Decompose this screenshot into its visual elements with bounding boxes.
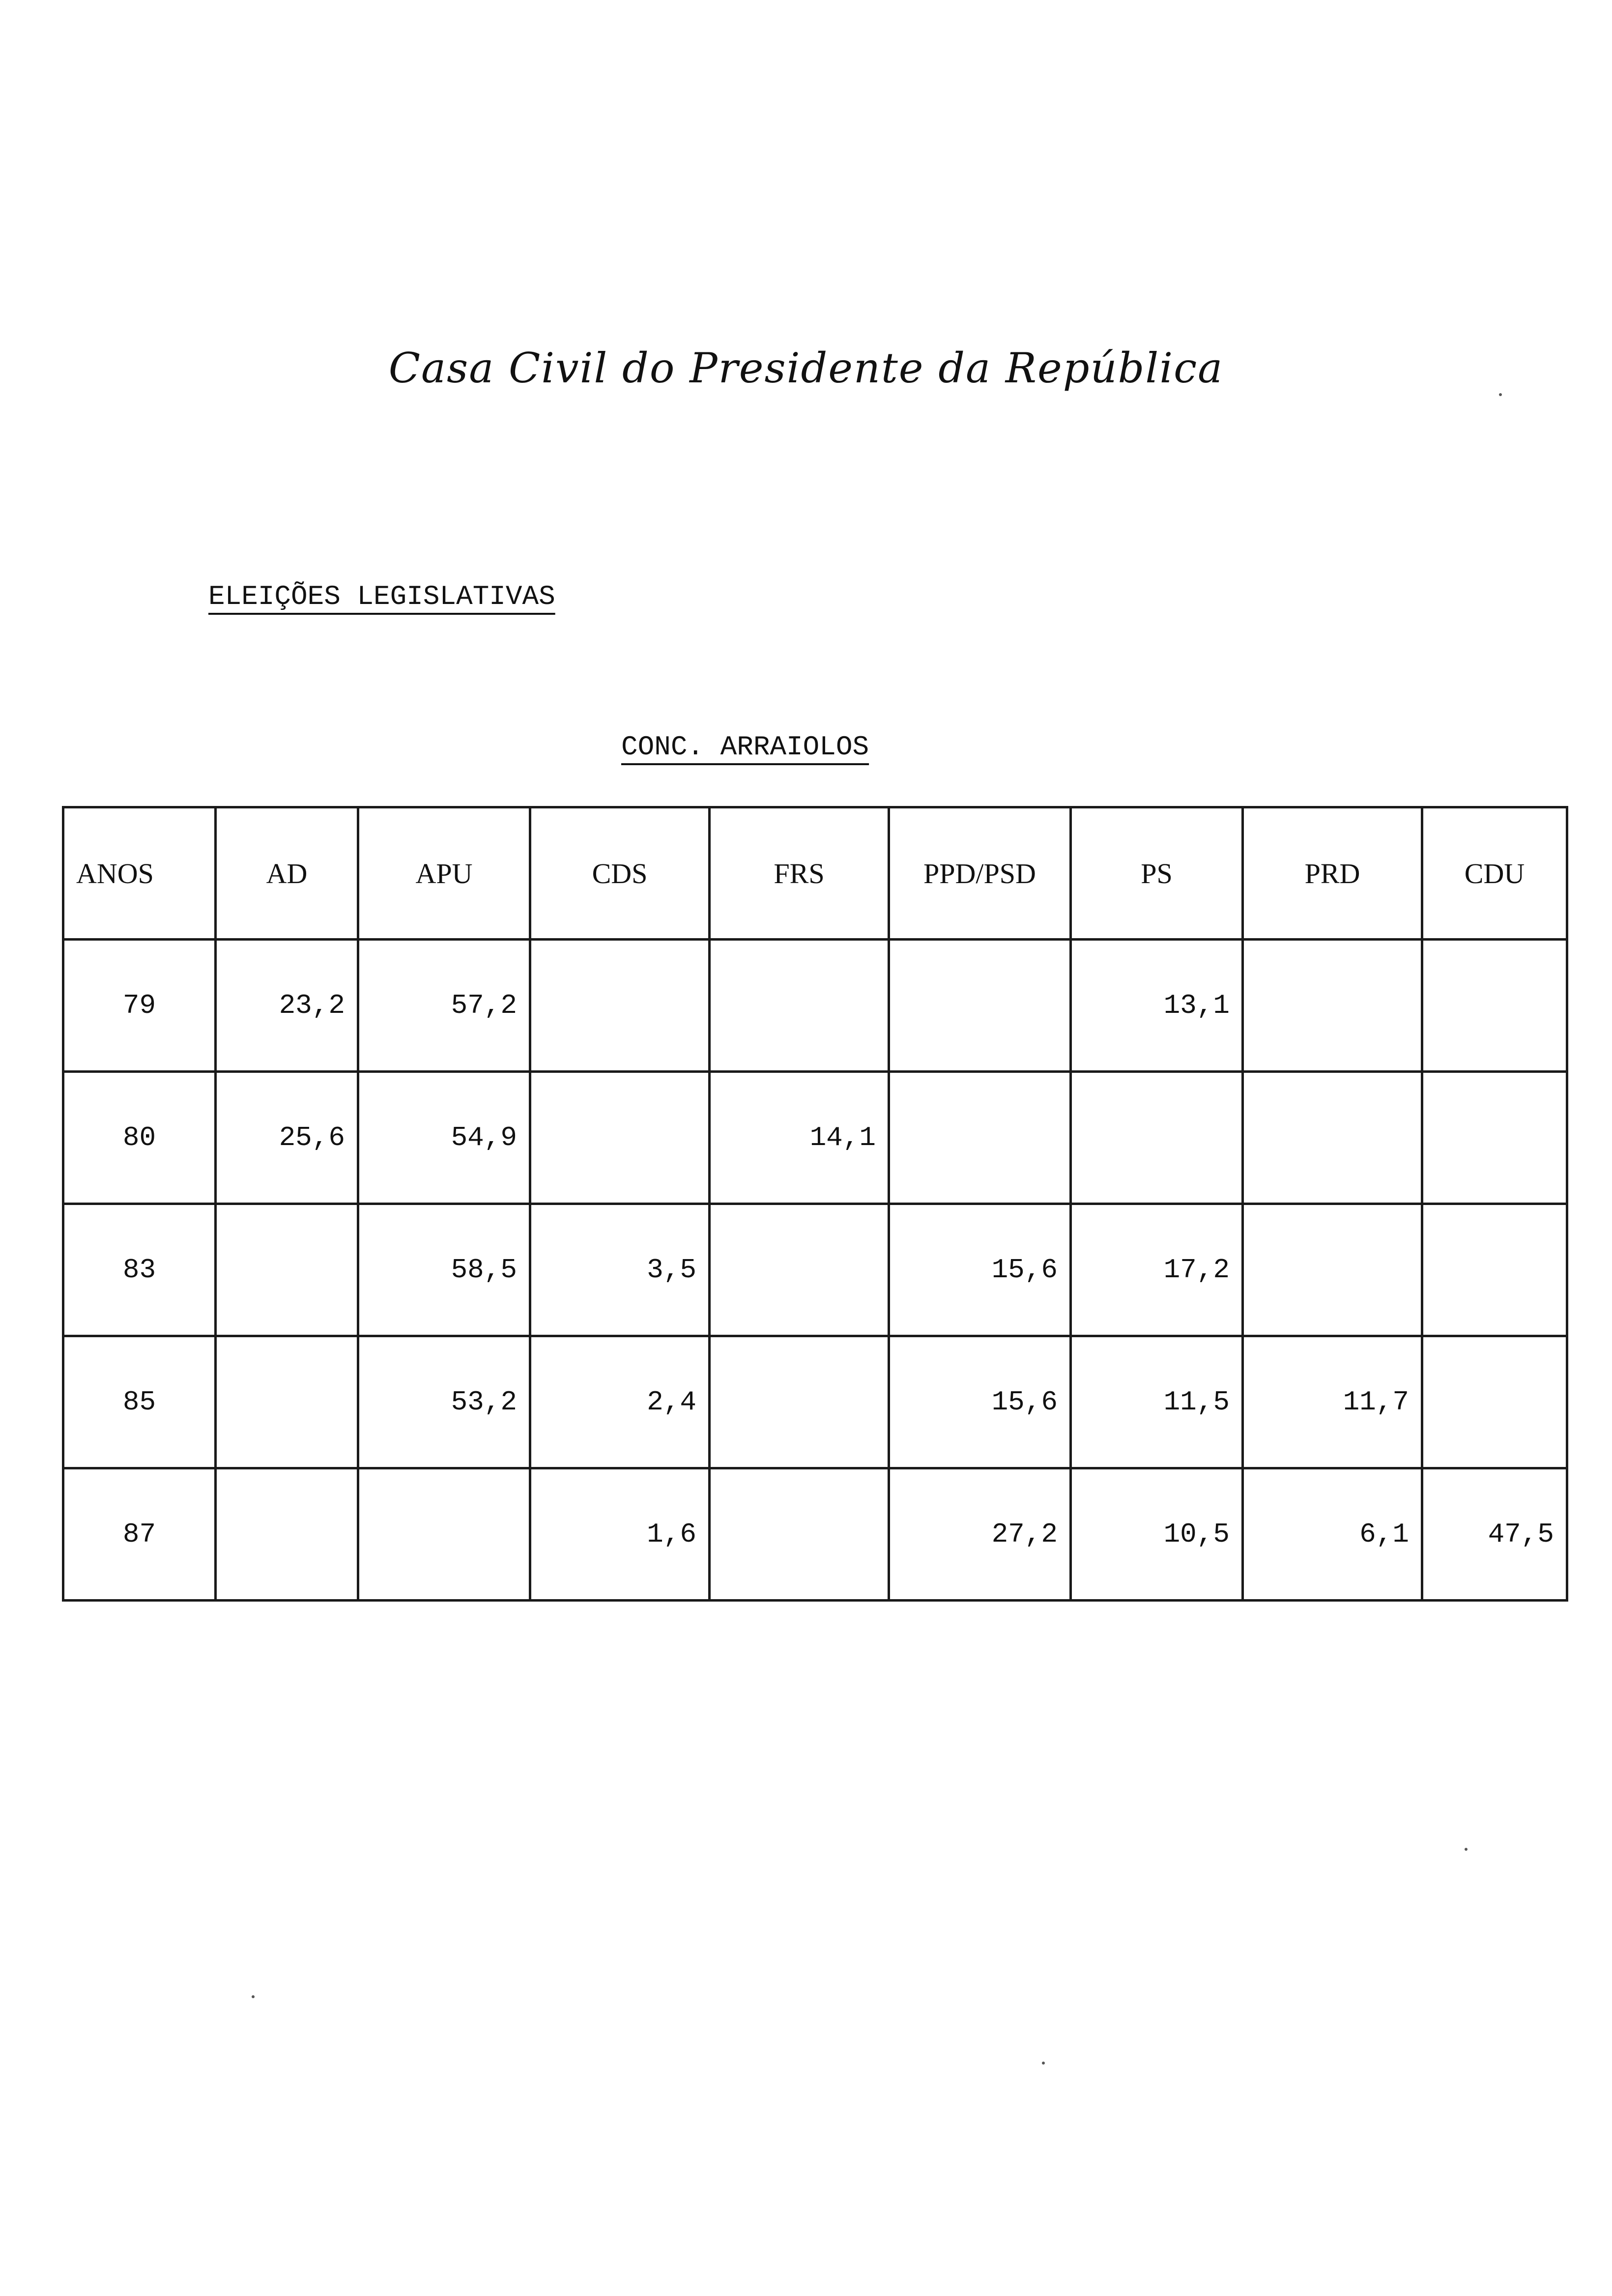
- table-cell: 58,5: [358, 1204, 530, 1336]
- column-header: FRS: [710, 807, 889, 940]
- table-cell: 53,2: [358, 1336, 530, 1468]
- column-header: PS: [1071, 807, 1243, 940]
- scan-speck: [1465, 1848, 1468, 1851]
- table-cell: [710, 940, 889, 1072]
- table-cell: [1243, 940, 1422, 1072]
- table-cell: 57,2: [358, 940, 530, 1072]
- document-subtitle: CONC. ARRAIOLOS: [621, 731, 869, 763]
- table-cell: 23,2: [216, 940, 358, 1072]
- column-header: AD: [216, 807, 358, 940]
- document-title: ELEIÇÕES LEGISLATIVAS: [208, 581, 555, 612]
- table-cell: [1422, 1204, 1567, 1336]
- table-cell: [889, 1072, 1071, 1204]
- table-cell: [1071, 1072, 1243, 1204]
- table-row: [63, 1336, 1567, 1468]
- table-cell: [1422, 940, 1567, 1072]
- table-cell: [710, 1336, 889, 1468]
- table-cell: 14,1: [710, 1072, 889, 1204]
- table-cell: [1243, 1072, 1422, 1204]
- table-cell: 1,6: [530, 1468, 710, 1601]
- table-cell: 6,1: [1243, 1468, 1422, 1601]
- column-header: APU: [358, 807, 530, 940]
- table-cell: 25,6: [216, 1072, 358, 1204]
- column-header: PPD/PSD: [889, 807, 1071, 940]
- table-cell: [530, 940, 710, 1072]
- table-cell: 11,7: [1243, 1336, 1422, 1468]
- table-cell: 27,2: [889, 1468, 1071, 1601]
- table-cell: [710, 1468, 889, 1601]
- column-header: CDS: [530, 807, 710, 940]
- table-cell: [710, 1204, 889, 1336]
- table-cell: [358, 1468, 530, 1601]
- table-cell: 87: [63, 1468, 216, 1601]
- column-header: CDU: [1422, 807, 1567, 940]
- table-cell: 79: [63, 940, 216, 1072]
- letterhead: Casa Civil do Presidente da República: [388, 344, 1224, 392]
- table-cell: 2,4: [530, 1336, 710, 1468]
- table-cell: [1422, 1336, 1567, 1468]
- table-cell: 15,6: [889, 1336, 1071, 1468]
- table-cell: [216, 1204, 358, 1336]
- table-cell: [216, 1468, 358, 1601]
- table-cell: [889, 940, 1071, 1072]
- table-cell: [530, 1072, 710, 1204]
- table-cell: 13,1: [1071, 940, 1243, 1072]
- table-row: [63, 1468, 1567, 1601]
- table-cell: 11,5: [1071, 1336, 1243, 1468]
- election-results-table: [62, 806, 1568, 1602]
- scan-speck: [252, 1995, 255, 1998]
- table-header-row: [63, 807, 1567, 940]
- table-cell: 3,5: [530, 1204, 710, 1336]
- table-cell: 17,2: [1071, 1204, 1243, 1336]
- table-cell: [1243, 1204, 1422, 1336]
- table-row: [63, 1204, 1567, 1336]
- column-header: ANOS: [63, 807, 216, 940]
- table-row: [63, 1072, 1567, 1204]
- column-header: PRD: [1243, 807, 1422, 940]
- table-cell: 15,6: [889, 1204, 1071, 1336]
- table-cell: 83: [63, 1204, 216, 1336]
- table-cell: 47,5: [1422, 1468, 1567, 1601]
- table-cell: 54,9: [358, 1072, 530, 1204]
- scan-speck: [1499, 393, 1502, 396]
- table-cell: 10,5: [1071, 1468, 1243, 1601]
- table-row: [63, 940, 1567, 1072]
- table-cell: [1422, 1072, 1567, 1204]
- scan-speck: [1042, 2062, 1045, 2065]
- table-cell: [216, 1336, 358, 1468]
- table-cell: 85: [63, 1336, 216, 1468]
- table-cell: 80: [63, 1072, 216, 1204]
